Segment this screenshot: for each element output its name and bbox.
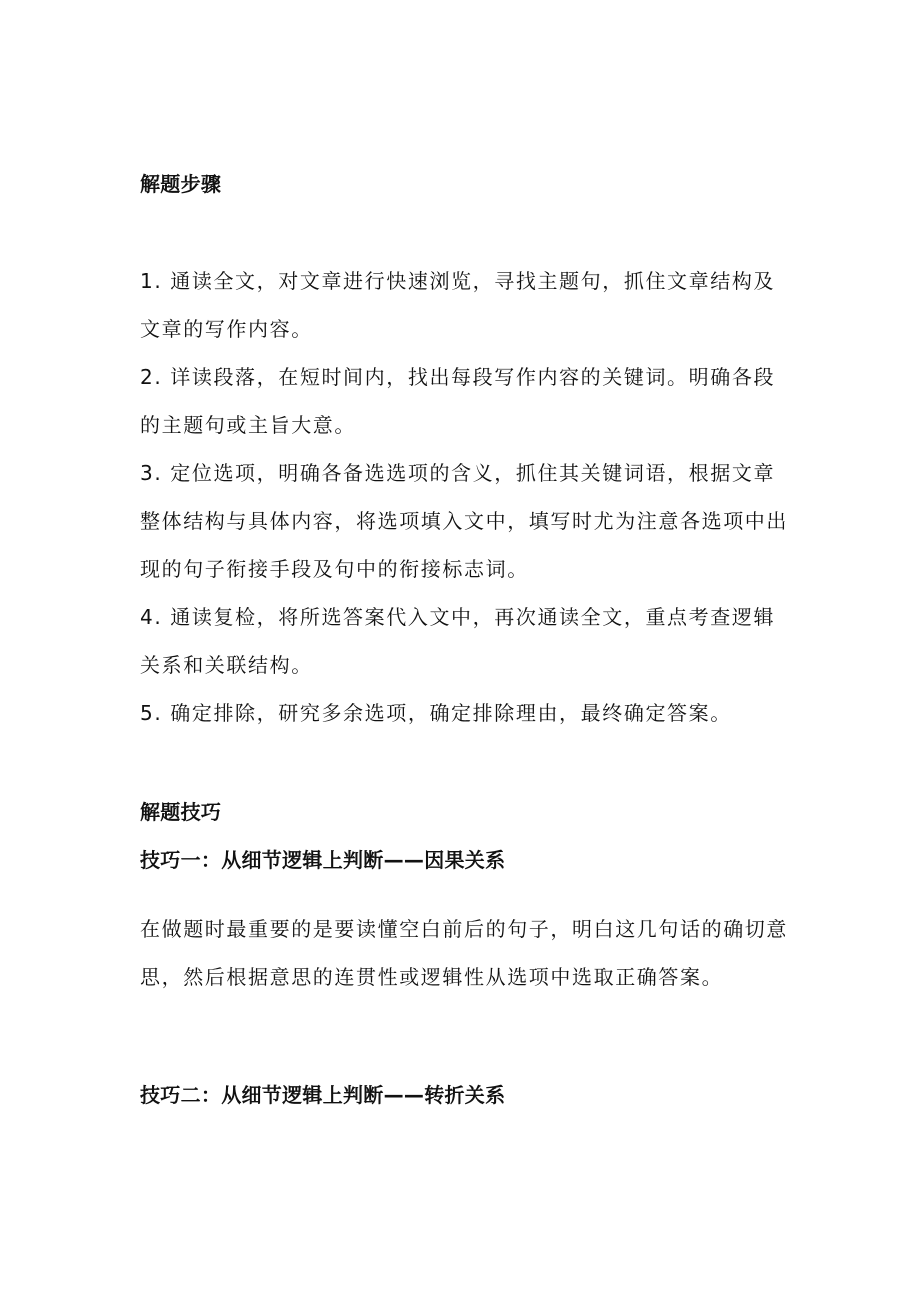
section-heading-tips: 解题技巧	[140, 800, 222, 824]
tip-1-body: 在做题时最重要的是要读懂空白前后的句子，明白这几句话的确切意思，然后根据意思的连贯性或逻辑性从选项中选取正确答案。	[140, 917, 788, 989]
step-item-4: 4. 通读复检，将所选答案代入文中，再次通读全文，重点考查逻辑关系和关联结构。	[140, 605, 776, 677]
tip-1-heading: 技巧一：从细节逻辑上判断——因果关系	[140, 848, 506, 872]
section-heading-steps: 解题步骤	[140, 172, 222, 196]
step-item-3: 3. 定位选项，明确各备选选项的含义，抓住其关键词语，根据文章整体结构与具体内容，将选项填入文中，填写时尤为注意各选项中出现的句子衔接手段及句中的衔接标志词。	[140, 461, 788, 581]
tip-2-heading: 技巧二：从细节逻辑上判断——转折关系	[140, 1083, 506, 1107]
step-item-2: 2. 详读段落，在短时间内，找出每段写作内容的关键词。明确各段的主题句或主旨大意。	[140, 365, 776, 437]
step-item-1: 1. 通读全文，对文章进行快速浏览，寻找主题句，抓住文章结构及文章的写作内容。	[140, 269, 776, 341]
step-item-5: 5. 确定排除，研究多余选项，确定排除理由，最终确定答案。	[140, 701, 732, 725]
